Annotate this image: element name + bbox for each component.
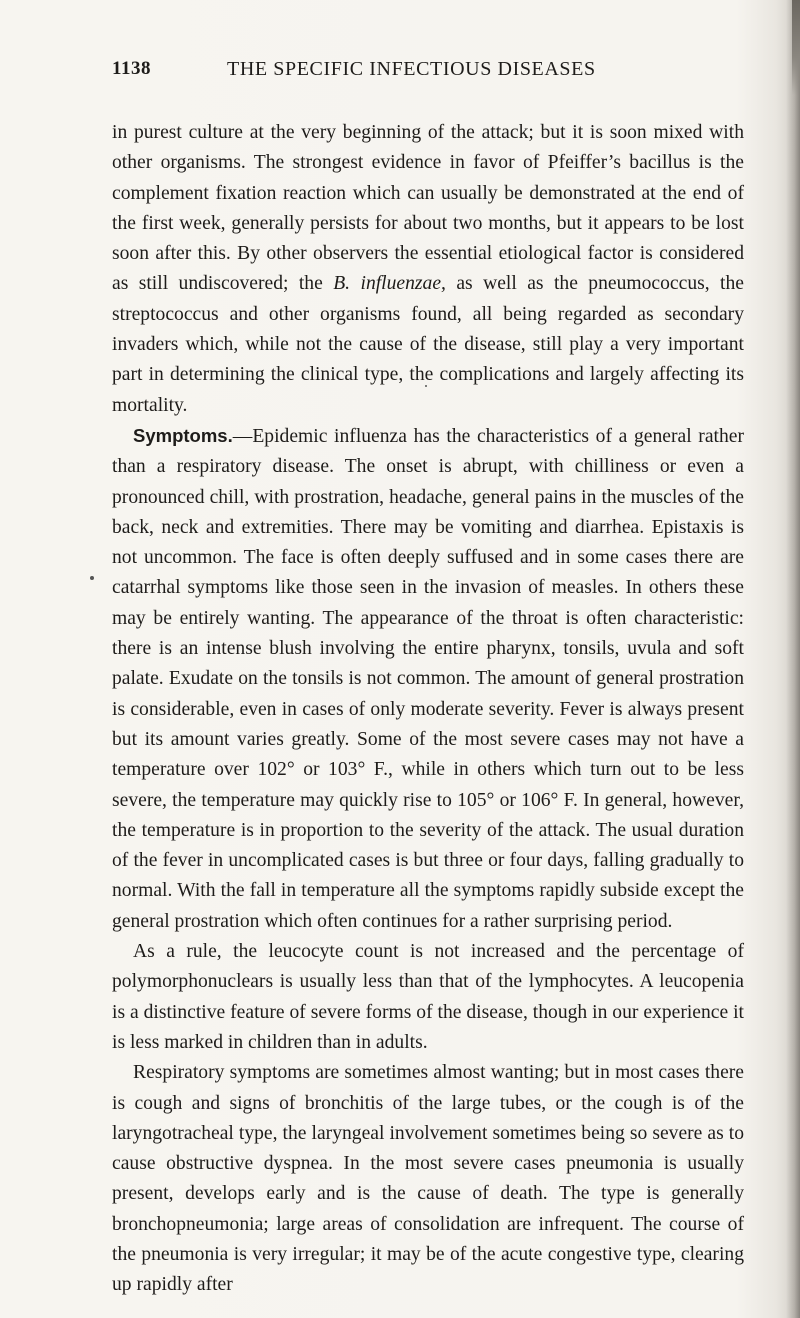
- section-heading-symptoms: Symptoms.: [133, 424, 233, 446]
- text-segment: as well as the pneumococcus, the streptococcus and other organisms found, all being regarded as secondary invaders which, while not the cause of the disease, still play a very important part in determining the clinical type, the complications and largely affecting its mortality.: [112, 273, 744, 416]
- print-speck: [90, 576, 94, 580]
- body-text: [112, 118, 744, 1301]
- paragraph-leucocyte: [112, 937, 744, 1058]
- text-segment: in purest culture at the very beginning of the attack; but it is soon mixed with other organisms. The strongest evidence in favor of Pfeiffer’s bacillus is the complement fixation reaction which can usually be demonstrated at the end of the first week, generally persists for about two months, but it appears to be lost soon after this. By other observers the essential etiological factor is considered as still undiscovered; the: [112, 122, 744, 295]
- paragraph-etiology: [112, 118, 744, 421]
- text-segment: —Epidemic influenza has the characteristics of a general rather than a respiratory disease. The onset is abrupt, with chilliness or even a pronounced chill, with prostration, headache, general pains in the muscles of the back, neck and extremities. There may be vomiting and diarrhea. Epistaxis is not uncommon. The face is often deeply suffused and in some cases there are catarrhal symptoms like those seen in the invasion of measles. In others these may be entirely wanting. The appearance of the throat is often characteristic: there is an intense blush involving the entire pharynx, tonsils, uvula and soft palate. Exudate on the tonsils is not common. The amount of general prostration is considerable, even in cases of only moderate severity. Fever is always present but its amount varies greatly. Some of the most severe cases may not have a temperature over 102° or 103° F., while in others which turn out to be less severe, the temperature may quickly rise to 105° or 106° F. In general, however, the temperature is in proportion to the severity of the attack. The usual duration of the fever in uncomplicated cases is but three or four days, falling gradually to normal. With the fall in temperature all the symptoms rapidly subside except the general prostration which often continues for a rather surprising period.: [112, 425, 744, 932]
- page-header: [112, 58, 744, 88]
- text-segment: Respiratory symptoms are sometimes almost wanting; but in most cases there is cough and signs of bronchitis of the large tubes, or the cough is of the laryngotracheal type, the laryngeal involvement sometimes being so severe as to cause obstructive dyspnea. In the most severe cases pneumonia is usually present, develops early and is the cause of death. The type is generally bronchopneumonia; large areas of consolidation are infrequent. The course of the pneumonia is very irregular; it may be of the acute congestive type, clearing up rapidly after: [112, 1062, 744, 1296]
- page-number: 1138: [112, 58, 151, 79]
- page-edge-notch: [792, 0, 800, 95]
- paragraph-respiratory: [112, 1058, 744, 1300]
- print-speck: [425, 385, 427, 387]
- page-edge-shadow: [786, 0, 800, 1318]
- paragraph-symptoms: [112, 421, 744, 937]
- running-head: THE SPECIFIC INFECTIOUS DISEASES: [227, 58, 596, 80]
- species-name-italic: B. influenzae,: [333, 273, 446, 295]
- text-segment: As a rule, the leucocyte count is not increased and the percentage of polymorphonuclears is usually less than that of the lymphocytes. A leucopenia is a distinctive feature of severe forms of the disease, though in our experience it is less marked in children than in adults.: [112, 941, 744, 1053]
